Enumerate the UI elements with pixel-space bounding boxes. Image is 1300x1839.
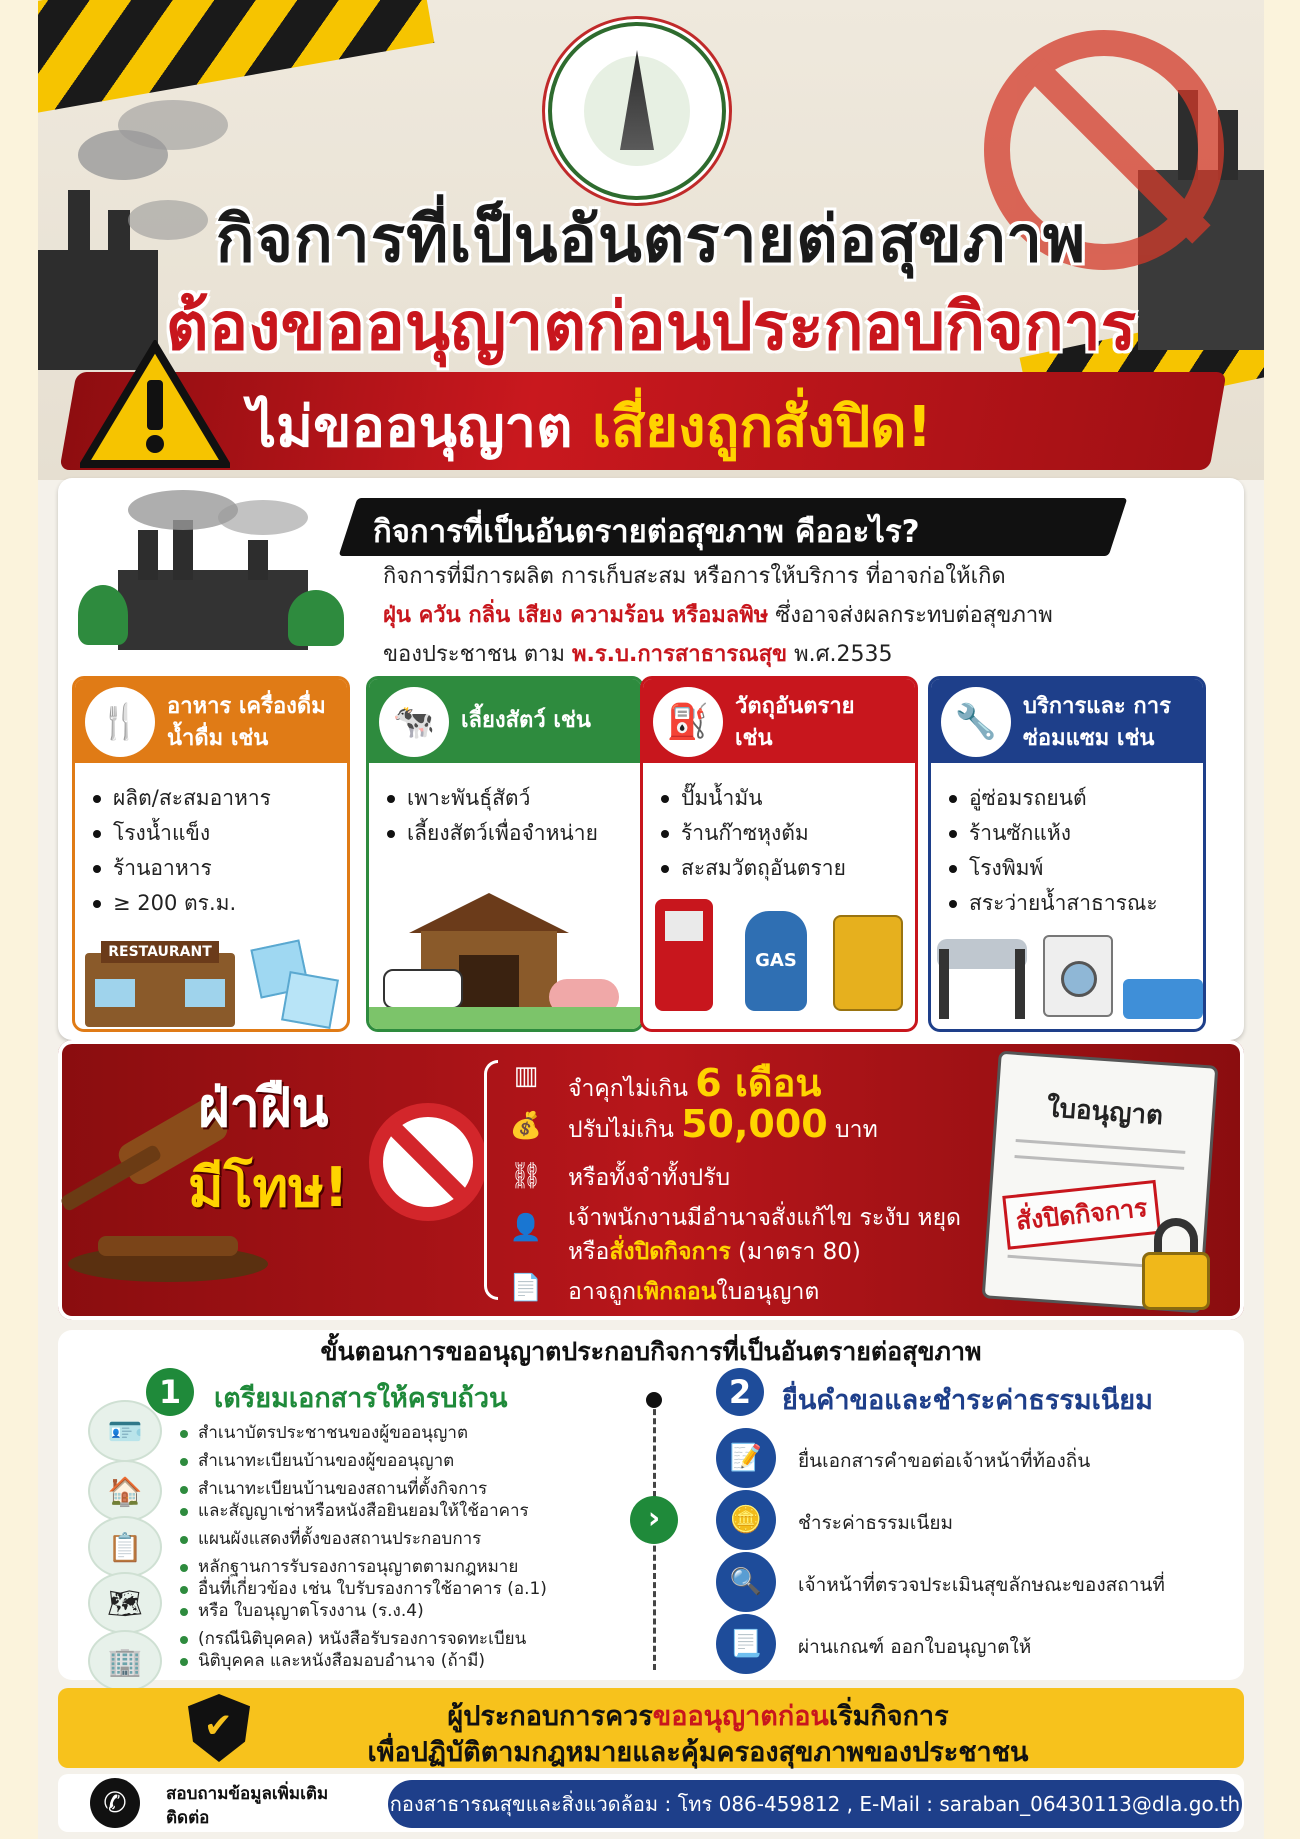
- penalty-subtitle: มีโทษ!: [188, 1156, 349, 1219]
- penalty-fine-label: ปรับไม่เกิน: [568, 1117, 682, 1143]
- category-card-livestock: [366, 676, 644, 1032]
- license-stamp: สั่งปิดกิจการ: [1002, 1180, 1161, 1250]
- document-item-continued: และสัญญาเช่าหรือหนังสือยินยอมให้ใช้อาคาร: [198, 1501, 529, 1521]
- contact-label-2: ติดต่อ: [166, 1808, 210, 1828]
- restaurant-sign: RESTAURANT: [101, 941, 219, 963]
- list-item: สระว่ายน้ำสาธารณะ: [949, 886, 1203, 921]
- list-item: เพาะพันธุ์สัตว์: [387, 781, 641, 816]
- document-icon: 📄: [509, 1273, 543, 1303]
- category-header: [643, 679, 915, 763]
- footer-line1-highlight: ขออนุญาตก่อน: [652, 1701, 829, 1732]
- banner-part2: เสี่ยงถูกสั่งปิด!: [591, 395, 933, 460]
- list-item: โรงน้ำแข็ง: [93, 816, 347, 851]
- penalty-bracket: [484, 1060, 498, 1300]
- poster: [38, 0, 1264, 1839]
- step2-item: ยื่นเอกสารคำขอต่อเจ้าหน้าที่ท้องถิ่น: [798, 1450, 1091, 1472]
- id-card-icon: 🪪: [88, 1400, 162, 1462]
- list-item: ≥ 200 ตร.ม.: [93, 886, 347, 921]
- next-arrow-icon: ›: [630, 1496, 678, 1544]
- cow-icon: 🐄: [379, 687, 449, 757]
- definition-title: กิจการที่เป็นอันตรายต่อสุขภาพ คืออะไร?: [373, 514, 920, 550]
- footer-line2: เพื่อปฏิบัติตามกฎหมายและคุ้มครองสุขภาพของประชาชน: [367, 1737, 1029, 1768]
- certificate-icon: 📃: [716, 1614, 776, 1674]
- category-title: บริการและ การซ่อมแซม เช่น: [1023, 694, 1171, 751]
- step1-number: 1: [146, 1368, 194, 1416]
- form-icon: 📝: [716, 1428, 776, 1488]
- warning-triangle-icon: [80, 340, 230, 470]
- document-item: สำเนาทะเบียนบ้านของสถานที่ตั้งกิจการ: [198, 1479, 488, 1499]
- category-header: [931, 679, 1203, 763]
- step2-item: ผ่านเกณฑ์ ออกใบอนุญาตให้: [798, 1636, 1032, 1658]
- step2-item: เจ้าหน้าที่ตรวจประเมินสุขลักษณะของสถานที่: [798, 1574, 1165, 1596]
- category-header: [369, 679, 641, 763]
- no-entry-icon: [368, 1102, 488, 1222]
- list-item: ปั๊มน้ำมัน: [661, 781, 915, 816]
- definition-line2: [383, 597, 1053, 632]
- definition-line3-start: ของประชาชน ตาม: [383, 642, 572, 667]
- penalty-revoke: [568, 1274, 819, 1310]
- document-check-icon: 📋: [88, 1516, 162, 1578]
- penalty-order-start: หรือ: [568, 1239, 610, 1265]
- category-card-food: [72, 676, 350, 1032]
- step2-item: ชำระค่าธรรมเนียม: [798, 1512, 954, 1534]
- list-item: โรงพิมพ์: [949, 851, 1203, 886]
- definition-line3-end: พ.ศ.2535: [787, 642, 893, 667]
- organization-seal: [548, 22, 726, 200]
- map-icon: 🗺: [88, 1572, 162, 1634]
- list-item: ร้านอาหาร: [93, 851, 347, 886]
- list-item: ผลิต/สะสมอาหาร: [93, 781, 347, 816]
- category-title: วัตถุอันตราย เช่น: [735, 694, 855, 751]
- divider-dot: [646, 1392, 662, 1408]
- definition-law: พ.ร.บ.การสาธารณสุข: [571, 642, 788, 667]
- category-card-hazardous: [640, 676, 918, 1032]
- contact-label: สอบถามข้อมูลเพิ่มเติม: [166, 1784, 329, 1804]
- document-item-continued: หรือ ใบอนุญาตโรงงาน (ร.ง.4): [198, 1601, 424, 1621]
- document-item: สำเนาทะเบียนบ้านของผู้ขออนุญาต: [198, 1451, 455, 1471]
- banner-part1: ไม่ขออนุญาต: [248, 395, 573, 460]
- document-item: สำเนาบัตรประชาชนของผู้ขออนุญาต: [198, 1423, 468, 1443]
- prison-bars-icon: ▥: [513, 1061, 539, 1091]
- penalty-revoke-highlight: เพิกถอน: [636, 1279, 717, 1305]
- list-item: สะสมวัตถุอันตราย: [661, 851, 915, 886]
- officer-icon: 👤: [509, 1213, 543, 1243]
- definition-hazards: ฝุ่น ควัน กลิ่น เสียง ความร้อน หรือมลพิษ: [383, 603, 769, 628]
- definition-line3: [383, 636, 893, 671]
- list-item: ร้านก๊าซหุงต้ม: [661, 816, 915, 851]
- steps-title: ขั้นตอนการขออนุญาตประกอบกิจการที่เป็นอันตรายต่อสุขภาพ: [320, 1337, 982, 1366]
- list-item: ร้านซักแห้ง: [949, 816, 1203, 851]
- contact-info[interactable]: กองสาธารณสุขและสิ่งแวดล้อม : โทร 086-459812 , E-Mail : saraban_06430113@dla.go.th: [388, 1780, 1242, 1828]
- house-icon: 🏠: [88, 1460, 162, 1522]
- utensils-icon: 🍴: [85, 687, 155, 757]
- penalty-fine-unit: บาท: [827, 1117, 878, 1143]
- penalty-title: ฝ่าฝืน: [198, 1076, 329, 1139]
- step2-title: ยื่นคำขอและชำระค่าธรรมเนียม: [782, 1385, 1153, 1416]
- footer-line1-end: เริ่มกิจการ: [828, 1701, 949, 1732]
- phone-icon: ✆: [90, 1778, 140, 1828]
- step1-title: เตรียมเอกสารให้ครบถ้วน: [214, 1383, 508, 1414]
- penalty-revoke-start: อาจถูก: [568, 1279, 637, 1305]
- category-title: อาหาร เครื่องดื่ม น้ำดื่ม เช่น: [167, 694, 326, 751]
- fuel-pump-icon: ⛽: [653, 687, 723, 757]
- penalty-prison-label: จำคุกไม่เกิน: [568, 1076, 696, 1102]
- document-item: (กรณีนิติบุคคล) หนังสือรับรองการจดทะเบียน: [198, 1629, 527, 1649]
- penalty-revoke-end: ใบอนุญาต: [716, 1279, 820, 1305]
- definition-line1: กิจการที่มีการผลิต การเก็บสะสม หรือการให้บริการ ที่อาจก่อให้เกิด: [383, 564, 1006, 589]
- warning-banner-text: [248, 382, 1208, 471]
- penalty-fine-value: 50,000: [681, 1102, 828, 1146]
- penalty-order-highlight: สั่งปิดกิจการ: [609, 1239, 731, 1265]
- handcuffs-icon: ⛓: [509, 1161, 543, 1191]
- gas-cylinder-label: GAS: [745, 911, 807, 1011]
- penalty-order-line2: [568, 1234, 861, 1270]
- page-subtitle: ต้องขออนุญาตก่อนประกอบกิจการ: [165, 288, 1137, 365]
- list-item: เลี้ยงสัตว์เพื่อจำหน่าย: [387, 816, 641, 851]
- penalty-order-end: (มาตรา 80): [730, 1239, 861, 1265]
- category-card-services: [928, 676, 1206, 1032]
- page-title: กิจการที่เป็นอันตรายต่อสุขภาพ: [215, 203, 1087, 277]
- document-item: หลักฐานการรับรองการอนุญาตตามกฎหมาย: [198, 1557, 519, 1577]
- footer-line1-start: ผู้ประกอบการควร: [447, 1701, 653, 1732]
- step2-number: 2: [716, 1368, 764, 1416]
- document-item-continued: นิติบุคคล และหนังสือมอบอำนาจ (ถ้ามี): [198, 1651, 486, 1671]
- magnifier-icon: 🔍: [716, 1552, 776, 1612]
- money-bag-icon: 💰: [509, 1111, 543, 1141]
- document-item: แผนผังแสดงที่ตั้งของสถานประกอบการ: [198, 1529, 482, 1549]
- penalty-prison-value: 6 เดือน: [695, 1061, 822, 1105]
- definition-line2-rest: ซึ่งอาจส่งผลกระทบต่อสุขภาพ: [768, 603, 1053, 628]
- document-item-continued: อื่นที่เกี่ยวข้อง เช่น ใบรับรองการใช้อาคาร (อ.1): [198, 1579, 547, 1599]
- penalty-order-line1: เจ้าพนักงานมีอำนาจสั่งแก้ไข ระงับ หยุด: [568, 1205, 961, 1231]
- coins-icon: 🪙: [716, 1490, 776, 1550]
- category-header: [75, 679, 347, 763]
- list-item: อู่ซ่อมรถยนต์: [949, 781, 1203, 816]
- license-title: ใบอนุญาต: [1045, 1093, 1164, 1132]
- wrench-icon: 🔧: [941, 687, 1011, 757]
- building-icon: 🏢: [88, 1630, 162, 1692]
- category-title: เลี้ยงสัตว์ เช่น: [461, 708, 591, 733]
- penalty-fine: [568, 1102, 878, 1148]
- penalty-both: หรือทั้งจำทั้งปรับ: [568, 1165, 731, 1191]
